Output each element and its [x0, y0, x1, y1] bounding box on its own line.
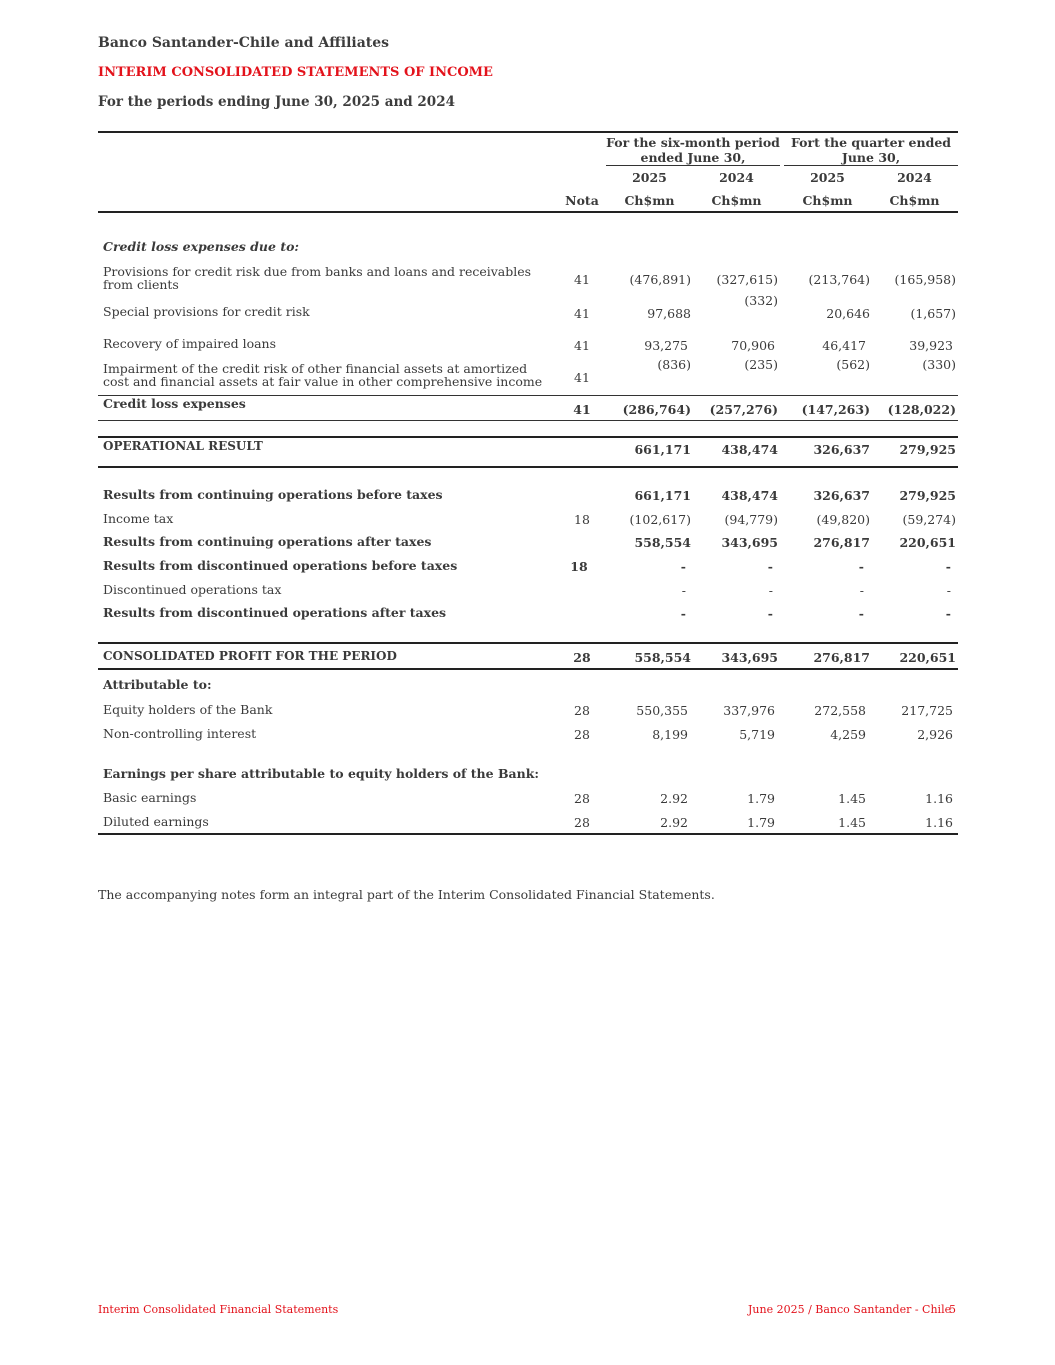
- consolidated-bottom-rule: [98, 668, 958, 670]
- period-subtitle: For the periods ending June 30, 2025 and 2024: [98, 94, 455, 110]
- table-bottom-rule: [98, 833, 958, 835]
- six-month-header: For the six-month period ended June 30,: [606, 135, 780, 165]
- footer-right: June 2025 / Banco Santander - Chile: [748, 1303, 952, 1316]
- header-bottom-rule: [98, 211, 958, 213]
- footer-left: Interim Consolidated Financial Statements: [98, 1303, 339, 1316]
- six-month-underline: [606, 165, 780, 166]
- table-top-rule: [98, 131, 958, 133]
- page-number: 5: [949, 1303, 956, 1316]
- operational-top-rule: [98, 436, 958, 438]
- subtotal-bottom-rule: [98, 420, 958, 421]
- quarter-header: Fort the quarter ended June 30,: [790, 135, 952, 165]
- footnote: The accompanying notes form an integral part of the Interim Consolidated Financial Statements.: [98, 887, 715, 902]
- quarter-underline: [784, 165, 958, 166]
- consolidated-top-rule: [98, 642, 958, 644]
- operational-bottom-rule: [98, 466, 958, 468]
- statement-title: INTERIM CONSOLIDATED STATEMENTS OF INCOME: [98, 65, 493, 80]
- company-name: Banco Santander-Chile and Affiliates: [98, 35, 390, 51]
